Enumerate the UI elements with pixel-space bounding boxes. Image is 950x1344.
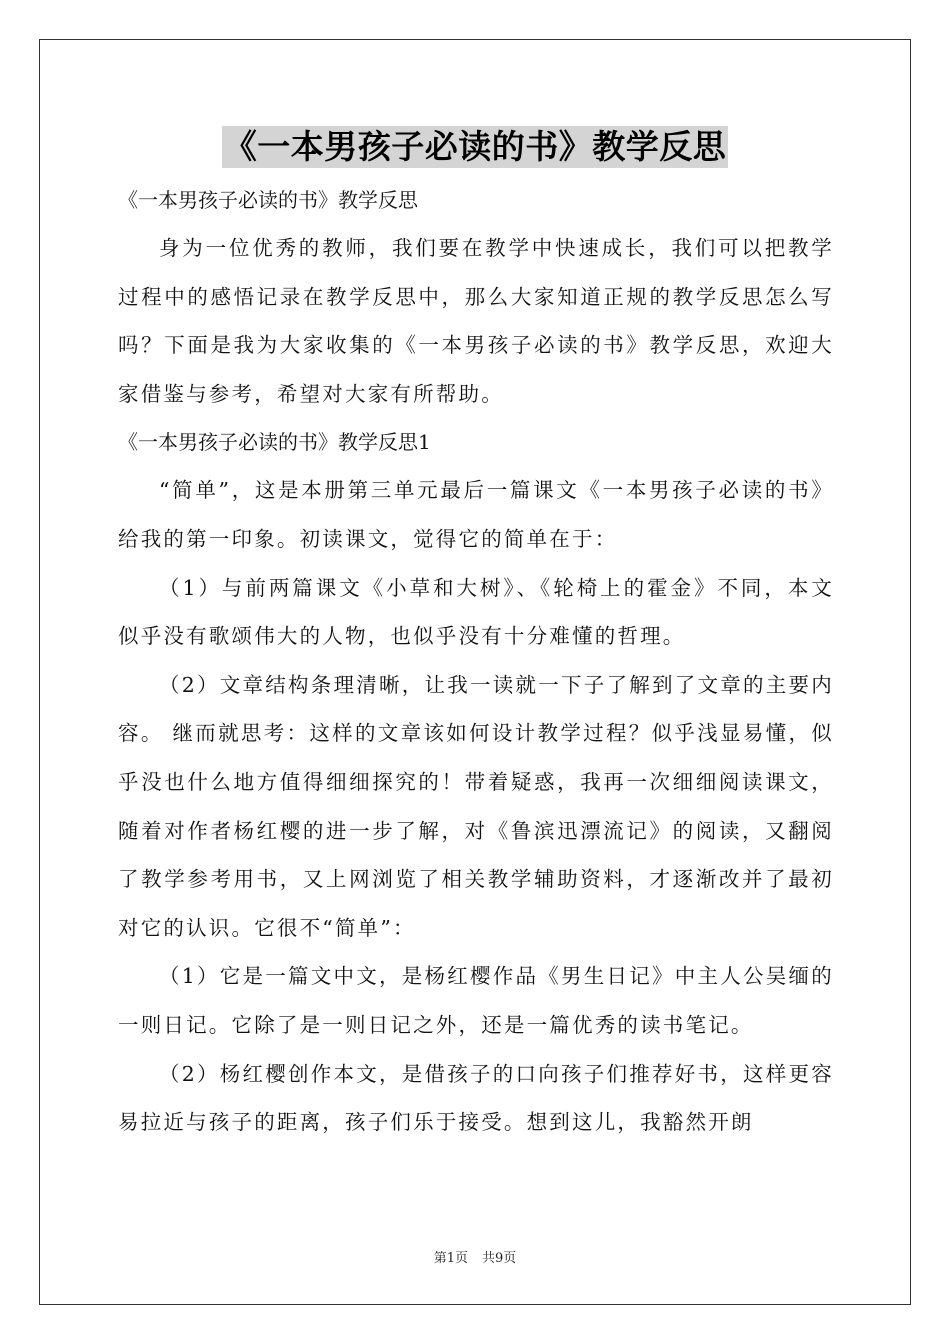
body-paragraph: （2）杨红樱创作本文，是借孩子的口向孩子们推荐好书，这样更容易拉近与孩子的距离，孩子们乐于接受。想到这儿，我豁然开朗 [118,1061,834,1135]
page-total: 共9页 [482,1251,517,1266]
title-container [0,126,950,168]
document-subtitle: 《一本男孩子必读的书》教学反思 [118,188,418,212]
intro-paragraph: 身为一位优秀的教师，我们要在教学中快速成长，我们可以把教学过程中的感悟记录在教学反思中，那么大家知道正规的教学反思怎么写吗？下面是我为大家收集的《一本男孩子必读的书》教学反思，欢迎大家借鉴与参考，希望对大家有所帮助。 [118,236,834,406]
body-paragraph: “简单”，这是本册第三单元最后一篇课文《一本男孩子必读的书》给我的第一印象。初读课文，觉得它的简单在于： [118,478,834,551]
body-paragraph: （1）与前两篇课文《小草和大树》、《轮椅上的霍金》不同，本文似乎没有歌颂伟大的人物，也似乎没有十分难懂的哲理。 [118,575,834,649]
document-body [118,176,834,1147]
page-number: 第1页 [433,1251,468,1266]
document-title: 《一本男孩子必读的书》教学反思 [223,127,727,166]
section-heading: 《一本男孩子必读的书》教学反思1 [118,430,431,455]
page-footer [0,1247,950,1266]
body-paragraph: （1）它是一篇文中文，是杨红樱作品《男生日记》中主人公吴缅的一则日记。它除了是一则日记之外，还是一篇优秀的读书笔记。 [118,964,834,1037]
body-paragraph: （2）文章结构条理清晰，让我一读就一下子了解到了文章的主要内容。 继而就思考：这样的文章该如何设计教学过程？似乎浅显易懂，似乎没也什么地方值得细细探究的！带着疑惑，我再一次细细阅读课文，随着对作者杨红樱的进一步了解，对《鲁滨迅漂流记》的阅读，又翻阅了教学参考用书，又上网浏览了相关教学辅助资料，才逐渐改并了最初对它的认识。它很不“简单”： [118,672,834,940]
